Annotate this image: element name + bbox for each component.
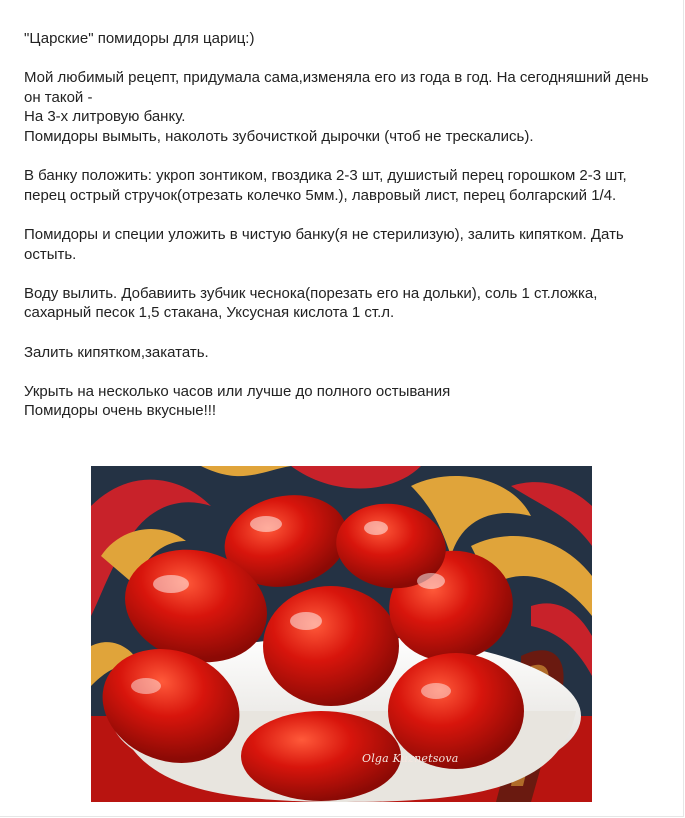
tomatoes-photo <box>91 466 592 802</box>
wash-line: Помидоры вымыть, наколоть зубочисткой дырочки (чтоб не трескались). <box>24 127 534 145</box>
intro-line: Мой любимый рецепт, придумала сама,изменяла его из года в год. На сегодняшний день он такой - <box>24 69 649 106</box>
post-title: "Царские" помидоры для цариц:) <box>24 30 255 47</box>
recipe-text <box>24 29 664 421</box>
jar-size-line: На 3-х литровую банку. <box>24 108 186 126</box>
photo-signature: Olga Kuznetsova <box>362 752 459 765</box>
drain-step: Воду вылить. Добавиить зубчик чеснока(порезать его на дольки), соль 1 ст.ложка, сахарный песок 1,5 стакана, Уксусная кислота 1 ст.л. <box>24 284 598 322</box>
spices-step: В банку положить: укроп зонтиком, гвоздика 2-3 шт, душистый перец горошком 2-3 шт, перец острый стручок(отрезать колечко 5мм.), лавровый лист, перец болгарский 1/4. <box>24 167 627 204</box>
fill-step: Помидоры и специи уложить в чистую банку(я не стерилизую), залить кипятком. Дать остыть. <box>24 225 624 263</box>
tomatoes-bowl-illustration <box>91 466 592 802</box>
seal-step: Залить кипятком,закатать. <box>24 343 209 361</box>
closing-line-1: Укрыть на несколько часов или лучше до полного остывания <box>24 382 451 400</box>
closing-line-2: Помидоры очень вкусные!!! <box>24 402 217 420</box>
